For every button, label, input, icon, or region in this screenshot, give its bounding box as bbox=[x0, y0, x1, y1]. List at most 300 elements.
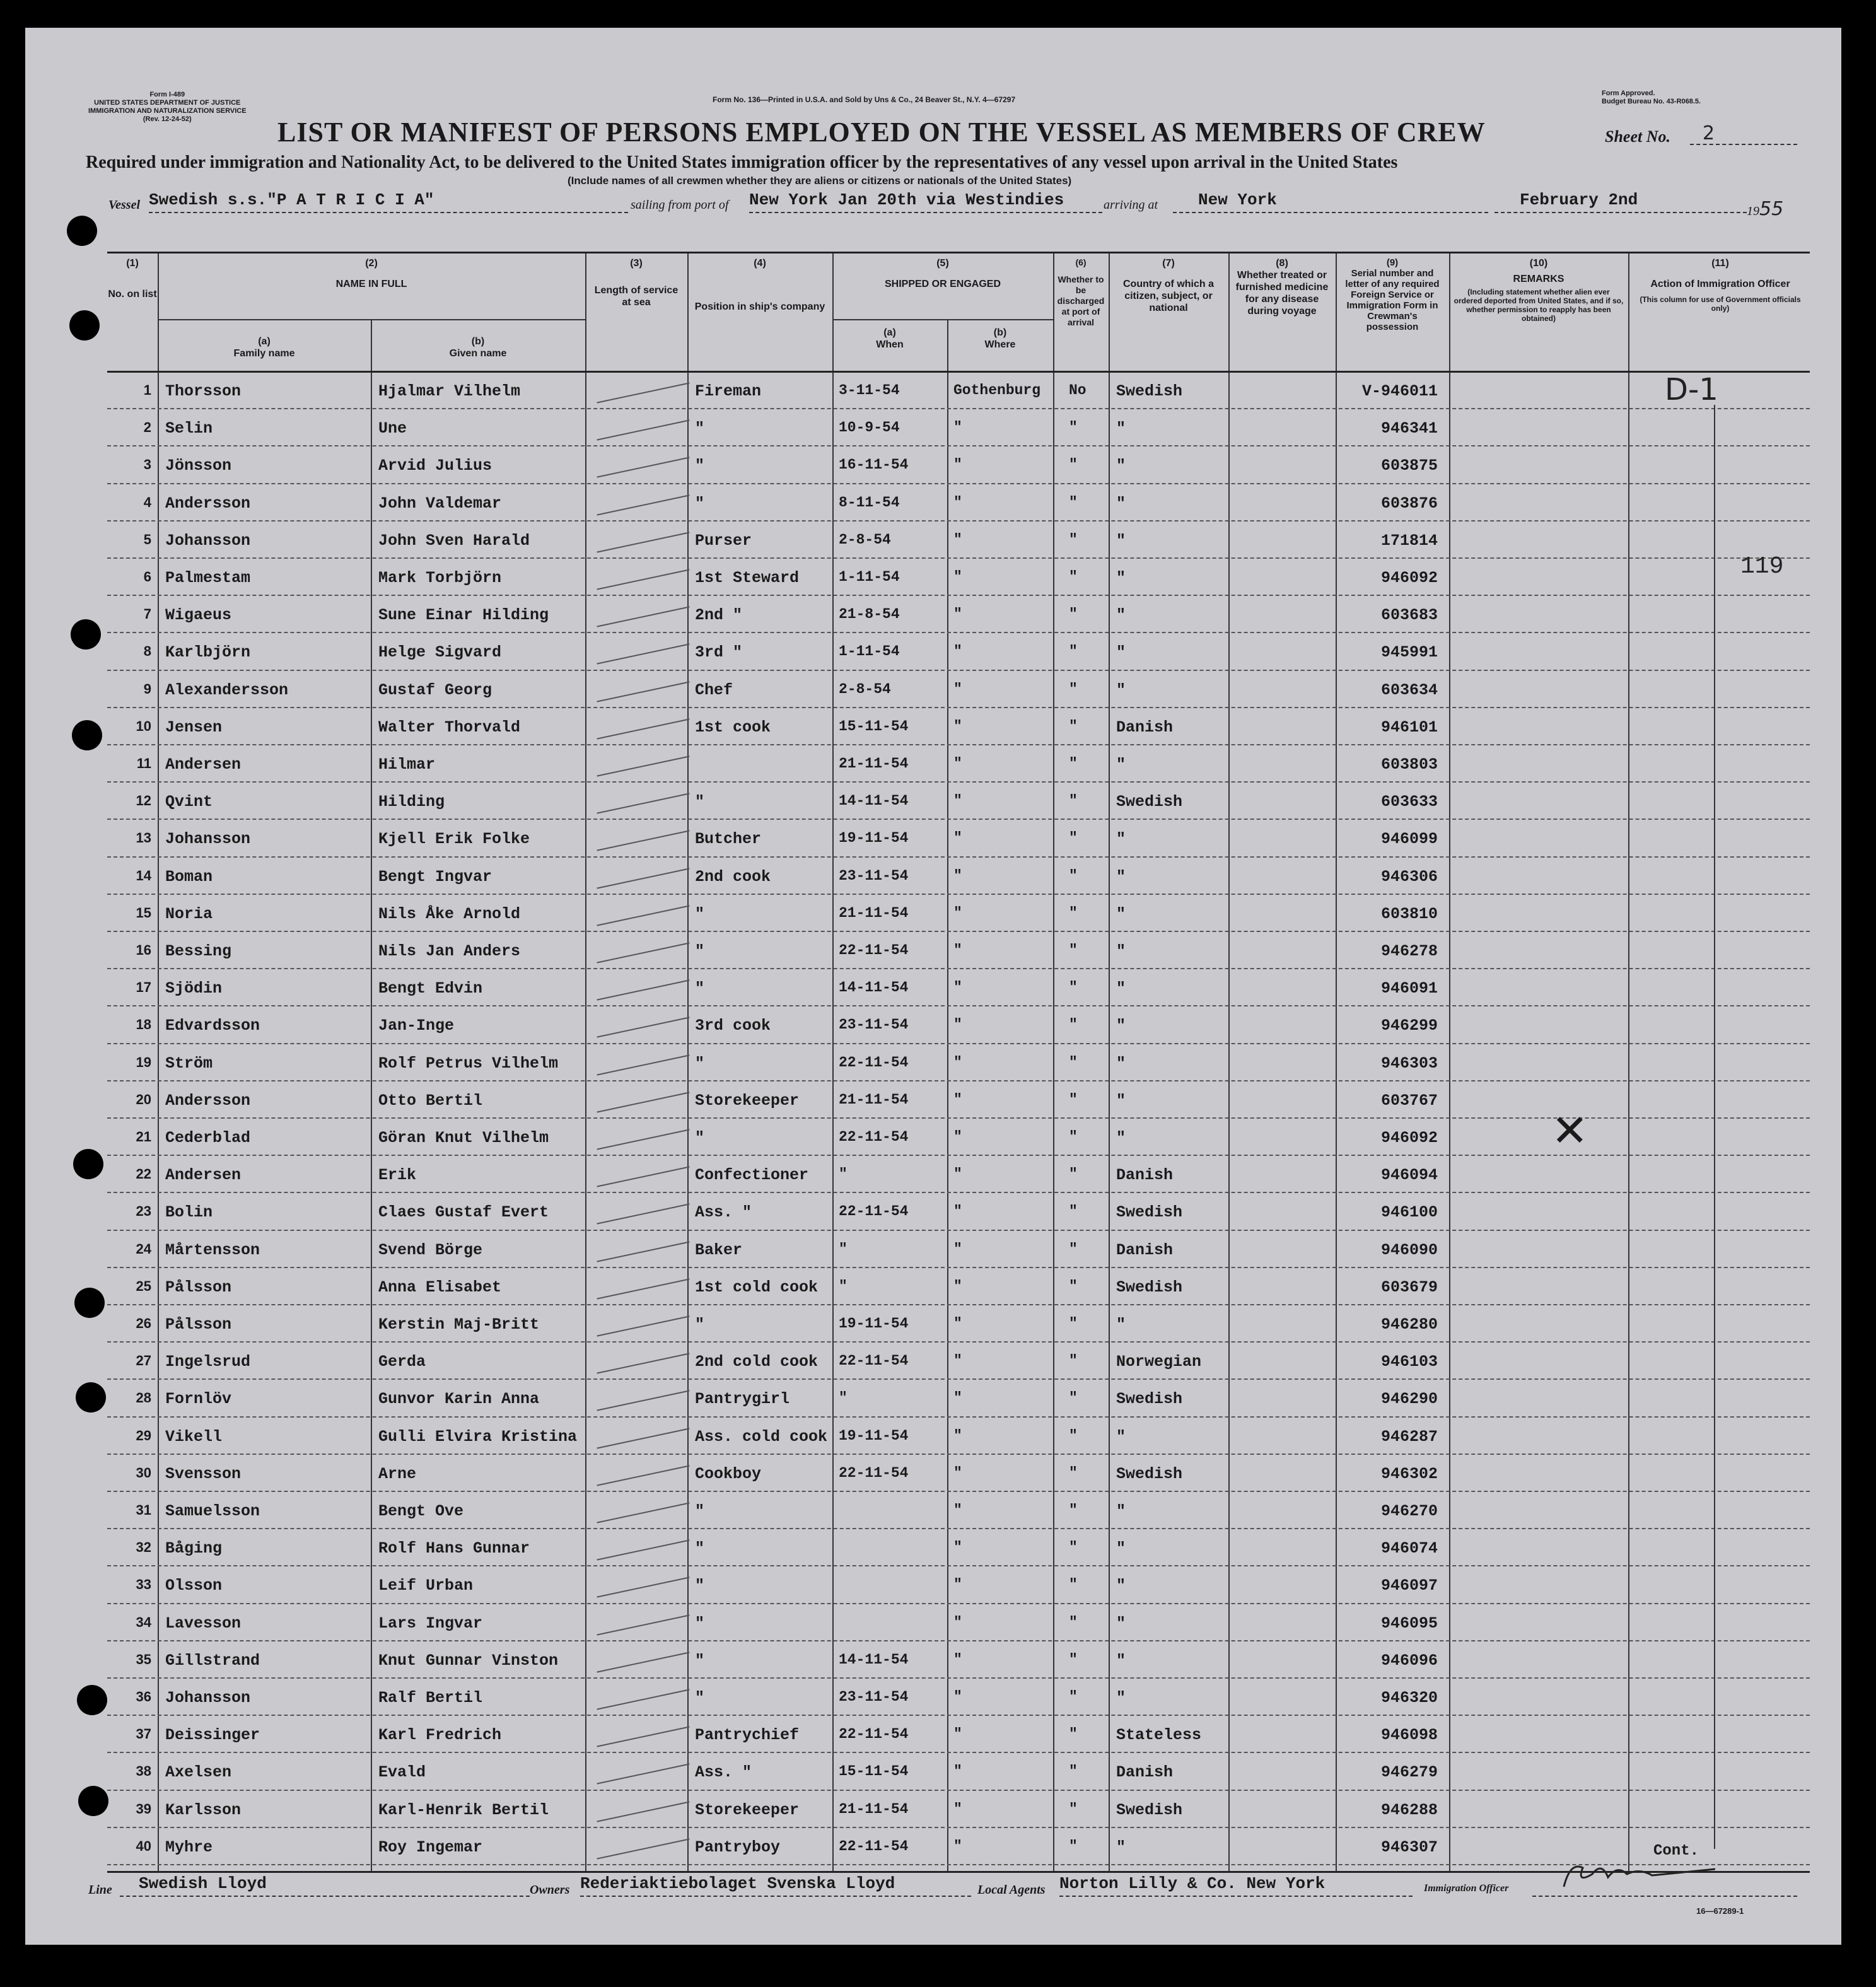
cell-country: Danish bbox=[1116, 1240, 1174, 1259]
cell-when: 19-11-54 bbox=[839, 1315, 909, 1332]
vessel-field[interactable] bbox=[149, 190, 628, 213]
service-length-mark bbox=[597, 1764, 689, 1785]
cell-position: " bbox=[695, 942, 705, 960]
cell-serial: 946092 bbox=[1380, 1129, 1438, 1147]
cell-country: Danish bbox=[1116, 718, 1174, 737]
service-length-mark bbox=[597, 382, 689, 403]
cell-country: " bbox=[1116, 643, 1126, 662]
cell-discharged: " bbox=[1069, 680, 1078, 697]
row-divider bbox=[107, 1491, 1810, 1492]
owners-label: Owners bbox=[530, 1883, 570, 1897]
cell-where: Gothenburg bbox=[953, 382, 1041, 399]
service-length-mark bbox=[597, 1540, 689, 1561]
cell-serial: 946307 bbox=[1380, 1838, 1438, 1856]
cell-family: Thorsson bbox=[165, 382, 242, 400]
service-length-mark bbox=[597, 1838, 689, 1859]
cell-no: 26 bbox=[136, 1315, 151, 1331]
arriving-field[interactable] bbox=[1173, 190, 1488, 213]
cell-where: " bbox=[953, 1240, 962, 1257]
cell-position: " bbox=[695, 1054, 705, 1073]
row-divider bbox=[107, 781, 1810, 783]
service-length-mark bbox=[597, 942, 689, 963]
cell-family: Sjödin bbox=[165, 979, 223, 998]
row-divider bbox=[107, 744, 1810, 745]
cell-family: Johansson bbox=[165, 531, 251, 550]
row-divider bbox=[107, 632, 1810, 633]
cell-family: Vikell bbox=[165, 1427, 223, 1446]
service-length-mark bbox=[597, 868, 689, 889]
cell-discharged: " bbox=[1069, 1689, 1078, 1705]
cell-discharged: " bbox=[1069, 1353, 1078, 1370]
officer-mark: D-1 bbox=[1665, 372, 1718, 407]
cell-given: Une bbox=[378, 419, 407, 438]
col-header-serial: (9) Serial number and letter of any required Foreign Service or Immigration Form in Crewman's possession bbox=[1345, 257, 1440, 332]
cell-position: " bbox=[695, 457, 705, 475]
officer-line bbox=[1714, 405, 1715, 1849]
cell-where: " bbox=[953, 643, 962, 660]
service-length-mark bbox=[597, 532, 689, 552]
cell-position: Pantryboy bbox=[695, 1838, 781, 1856]
cell-where: " bbox=[953, 1539, 962, 1556]
cell-position: 2nd cook bbox=[695, 867, 771, 886]
cell-no: 19 bbox=[136, 1054, 151, 1070]
cell-when: 21-11-54 bbox=[839, 755, 909, 772]
cell-given: Roy Ingemar bbox=[378, 1838, 483, 1856]
cell-serial: 946092 bbox=[1380, 569, 1438, 587]
cell-where: " bbox=[953, 942, 962, 959]
year-value: 55 bbox=[1759, 198, 1784, 220]
cell-serial: 945991 bbox=[1380, 643, 1438, 662]
row-divider bbox=[107, 1416, 1810, 1418]
cell-country: " bbox=[1116, 830, 1126, 849]
cell-family: Bolin bbox=[165, 1203, 213, 1222]
cell-where: " bbox=[953, 1390, 962, 1407]
service-length-mark bbox=[597, 793, 689, 814]
arrival-date-field[interactable] bbox=[1494, 190, 1747, 213]
cell-no: 6 bbox=[143, 569, 151, 585]
cell-discharged: " bbox=[1069, 1017, 1078, 1034]
cell-given: Hilding bbox=[378, 793, 445, 812]
cell-where: " bbox=[953, 867, 962, 884]
cell-family: Andersson bbox=[165, 494, 251, 513]
cell-country: " bbox=[1116, 606, 1126, 625]
cell-given: Walter Thorvald bbox=[378, 718, 521, 737]
cell-when: 2-8-54 bbox=[839, 680, 891, 697]
cell-serial: 946299 bbox=[1380, 1017, 1438, 1035]
cell-when: 22-11-54 bbox=[839, 1726, 909, 1743]
cell-position: 1st cook bbox=[695, 718, 771, 737]
cell-where: " bbox=[953, 1800, 962, 1817]
row-divider bbox=[107, 1827, 1810, 1828]
cell-no: 25 bbox=[136, 1278, 151, 1294]
cell-no: 9 bbox=[143, 680, 151, 697]
cell-when: " bbox=[839, 1390, 848, 1407]
continued-note: Cont. bbox=[1653, 1843, 1699, 1860]
cell-no: 36 bbox=[136, 1689, 151, 1704]
row-divider bbox=[107, 1528, 1810, 1529]
cell-no: 14 bbox=[136, 867, 151, 883]
vessel-label: Vessel bbox=[108, 198, 140, 212]
manifest-sheet bbox=[25, 28, 1841, 1945]
col-header-discharged: (6) Whether to be discharged at port of arrival bbox=[1057, 257, 1105, 327]
cell-family: Wigaeus bbox=[165, 606, 232, 625]
agents-label: Local Agents bbox=[977, 1883, 1046, 1897]
cell-discharged: " bbox=[1069, 457, 1078, 474]
cell-serial: 946103 bbox=[1380, 1353, 1438, 1372]
cell-serial: 946290 bbox=[1380, 1390, 1438, 1409]
cell-country: " bbox=[1116, 457, 1126, 475]
cell-when: 22-11-54 bbox=[839, 1353, 909, 1370]
cell-position: Purser bbox=[695, 531, 752, 550]
cell-given: Helge Sigvard bbox=[378, 643, 502, 662]
col-header-when: (a) When bbox=[876, 327, 904, 350]
cell-position: Baker bbox=[695, 1240, 743, 1259]
row-divider bbox=[107, 445, 1810, 446]
col-header-where: (b) Where bbox=[984, 327, 1016, 350]
row-divider bbox=[107, 1005, 1810, 1006]
service-length-mark bbox=[597, 1428, 689, 1448]
cell-country: " bbox=[1116, 755, 1126, 774]
cell-serial: 603683 bbox=[1380, 606, 1438, 625]
cell-given: Sune Einar Hilding bbox=[378, 606, 549, 625]
form-code: 16—67289-1 bbox=[1696, 1906, 1744, 1916]
agents-field[interactable] bbox=[1059, 1874, 1413, 1897]
cell-no: 8 bbox=[143, 643, 151, 660]
cell-where: " bbox=[953, 1614, 962, 1631]
cell-given: Lars Ingvar bbox=[378, 1614, 483, 1633]
row-divider bbox=[107, 707, 1810, 708]
cell-position: 2nd " bbox=[695, 606, 743, 625]
cell-when: 19-11-54 bbox=[839, 1427, 909, 1444]
cell-family: Alexandersson bbox=[165, 680, 289, 699]
cell-family: Johansson bbox=[165, 1689, 251, 1707]
row-divider bbox=[107, 1043, 1810, 1044]
cell-where: " bbox=[953, 718, 962, 735]
service-length-mark bbox=[597, 420, 689, 441]
row-divider bbox=[107, 1341, 1810, 1343]
year-prefix: 19 bbox=[1747, 204, 1759, 218]
row-divider bbox=[107, 595, 1810, 596]
row-divider bbox=[107, 1230, 1810, 1231]
cell-family: Svensson bbox=[165, 1464, 242, 1483]
cell-when: 22-11-54 bbox=[839, 1054, 909, 1071]
officer-signature-field[interactable] bbox=[1532, 1874, 1797, 1897]
sheet-label: Sheet No. bbox=[1605, 127, 1670, 146]
sailing-label: sailing from port of bbox=[631, 198, 729, 212]
cell-no: 24 bbox=[136, 1240, 151, 1257]
service-length-mark bbox=[597, 607, 689, 627]
cell-position: Ass. " bbox=[695, 1763, 752, 1782]
cell-family: Qvint bbox=[165, 793, 213, 812]
cell-given: Hilmar bbox=[378, 755, 436, 774]
cell-no: 40 bbox=[136, 1838, 151, 1854]
cell-where: " bbox=[953, 904, 962, 921]
cell-when: 14-11-54 bbox=[839, 1651, 909, 1668]
cell-given: Karl-Henrik Bertil bbox=[378, 1800, 549, 1819]
owners-field[interactable] bbox=[580, 1874, 971, 1897]
cell-when: 1-11-54 bbox=[839, 643, 900, 660]
cell-given: Gunvor Karin Anna bbox=[378, 1390, 540, 1409]
cell-family: Olsson bbox=[165, 1576, 223, 1595]
cell-no: 29 bbox=[136, 1427, 151, 1443]
cell-country: " bbox=[1116, 569, 1126, 587]
cell-serial: 946270 bbox=[1380, 1502, 1438, 1520]
cell-no: 22 bbox=[136, 1166, 151, 1182]
cell-serial: 946098 bbox=[1380, 1726, 1438, 1745]
cell-discharged: " bbox=[1069, 1166, 1078, 1183]
arrival-date-value: February 2nd bbox=[1520, 190, 1638, 209]
cell-position: 1st Steward bbox=[695, 569, 800, 587]
subtitle: Required under immigration and Nationality Act, to be delivered to the United States immigration officer by the representatives of any vessel upon arrival in the United States bbox=[86, 153, 1398, 172]
col-header-family: (a) Family name bbox=[233, 336, 295, 359]
cell-when: 23-11-54 bbox=[839, 1689, 909, 1705]
punch-hole bbox=[76, 1382, 106, 1413]
row-divider bbox=[107, 894, 1810, 895]
cell-family: Pålsson bbox=[165, 1278, 232, 1297]
cell-given: Bengt Edvin bbox=[378, 979, 483, 998]
cell-discharged: " bbox=[1069, 1427, 1078, 1444]
sheet-number: 2 bbox=[1703, 122, 1715, 144]
row-divider bbox=[107, 931, 1810, 932]
row-divider bbox=[107, 1267, 1810, 1268]
row-divider bbox=[107, 1715, 1810, 1716]
cell-given: Göran Knut Vilhelm bbox=[378, 1129, 549, 1147]
cell-position: 3rd " bbox=[695, 643, 743, 662]
cell-serial: 603679 bbox=[1380, 1278, 1438, 1297]
service-length-mark bbox=[597, 718, 689, 739]
cell-discharged: " bbox=[1069, 1054, 1078, 1071]
punch-hole bbox=[71, 619, 101, 650]
cell-given: Arvid Julius bbox=[378, 457, 492, 475]
service-length-mark bbox=[597, 1801, 689, 1822]
form-number: Form I-489 UNITED STATES DEPARTMENT OF JUSTICE IMMIGRATION AND NATURALIZATION SERVICE (Rev. 12-24-52) bbox=[88, 91, 247, 123]
cell-serial: 946099 bbox=[1380, 830, 1438, 849]
cell-given: Mark Torbjörn bbox=[378, 569, 502, 587]
cell-where: " bbox=[953, 1353, 962, 1370]
col-header-action: (11) Action of Immigration Officer (This column for use of Government officials only) bbox=[1640, 258, 1801, 313]
cell-position: " bbox=[695, 1539, 705, 1558]
cell-discharged: " bbox=[1069, 643, 1078, 660]
cell-country: " bbox=[1116, 1091, 1126, 1110]
cell-serial: 603634 bbox=[1380, 680, 1438, 699]
cell-given: Rolf Petrus Vilhelm bbox=[378, 1054, 559, 1073]
cell-country: " bbox=[1116, 1838, 1126, 1856]
cell-discharged: " bbox=[1069, 1240, 1078, 1257]
cell-when: 19-11-54 bbox=[839, 830, 909, 847]
cell-given: Gustaf Georg bbox=[378, 680, 492, 699]
cell-where: " bbox=[953, 1203, 962, 1220]
row-divider bbox=[107, 968, 1810, 969]
cell-where: " bbox=[953, 419, 962, 436]
cell-no: 27 bbox=[136, 1353, 151, 1369]
cell-no: 35 bbox=[136, 1651, 151, 1667]
cell-serial: 603767 bbox=[1380, 1091, 1438, 1110]
cell-no: 13 bbox=[136, 830, 151, 846]
cell-country: " bbox=[1116, 904, 1126, 923]
col-header-country: (7) Country of which a citizen, subject, or national bbox=[1123, 258, 1214, 313]
cell-position: " bbox=[695, 1129, 705, 1147]
cell-country: Danish bbox=[1116, 1763, 1174, 1782]
cell-given: Gerda bbox=[378, 1353, 426, 1372]
row-divider bbox=[107, 819, 1810, 820]
cell-family: Axelsen bbox=[165, 1763, 232, 1782]
cell-given: Ralf Bertil bbox=[378, 1689, 483, 1707]
cell-given: Hjalmar Vilhelm bbox=[378, 382, 521, 400]
cell-given: John Valdemar bbox=[378, 494, 502, 513]
cell-no: 7 bbox=[143, 606, 151, 622]
cell-serial: 946096 bbox=[1380, 1651, 1438, 1670]
cell-country: Stateless bbox=[1116, 1726, 1202, 1745]
cell-where: " bbox=[953, 1054, 962, 1071]
service-length-mark bbox=[597, 494, 689, 515]
service-length-mark bbox=[597, 755, 689, 776]
cell-where: " bbox=[953, 979, 962, 996]
cell-discharged: " bbox=[1069, 942, 1078, 959]
punch-hole bbox=[69, 310, 100, 341]
cell-family: Ingelsrud bbox=[165, 1353, 251, 1372]
cell-position: Ass. cold cook bbox=[695, 1427, 828, 1446]
cell-serial: 946288 bbox=[1380, 1800, 1438, 1819]
cell-given: Kjell Erik Folke bbox=[378, 830, 530, 849]
cell-country: Swedish bbox=[1116, 1464, 1183, 1483]
cell-serial: 946100 bbox=[1380, 1203, 1438, 1222]
cell-discharged: " bbox=[1069, 494, 1078, 511]
cell-discharged: " bbox=[1069, 1726, 1078, 1743]
cell-given: Svend Börge bbox=[378, 1240, 483, 1259]
cell-country: Swedish bbox=[1116, 793, 1183, 812]
year-field[interactable] bbox=[1747, 198, 1783, 220]
cell-where: " bbox=[953, 793, 962, 810]
row-divider bbox=[107, 1790, 1810, 1791]
col-header-length: (3) Length of service at sea bbox=[594, 258, 679, 308]
service-length-mark bbox=[597, 1353, 689, 1374]
cell-given: Evald bbox=[378, 1763, 426, 1782]
cell-no: 28 bbox=[136, 1390, 151, 1406]
service-length-mark bbox=[597, 1502, 689, 1523]
cell-where: " bbox=[953, 1166, 962, 1183]
cell-serial: 603633 bbox=[1380, 793, 1438, 812]
row-divider bbox=[107, 1677, 1810, 1679]
punch-hole bbox=[72, 720, 102, 750]
service-length-mark bbox=[597, 1390, 689, 1411]
cell-position: " bbox=[695, 904, 705, 923]
cell-when: 16-11-54 bbox=[839, 457, 909, 474]
cell-serial: 946091 bbox=[1380, 979, 1438, 998]
service-length-mark bbox=[597, 830, 689, 851]
cell-discharged: " bbox=[1069, 755, 1078, 772]
cell-position: " bbox=[695, 494, 705, 513]
cell-serial: 603876 bbox=[1380, 494, 1438, 513]
cell-position: " bbox=[695, 1315, 705, 1334]
cell-position: 2nd cold cook bbox=[695, 1353, 819, 1372]
cell-discharged: " bbox=[1069, 1576, 1078, 1594]
cell-given: Claes Gustaf Evert bbox=[378, 1203, 549, 1222]
cell-when: 22-11-54 bbox=[839, 942, 909, 959]
cell-country: " bbox=[1116, 1054, 1126, 1073]
row-divider bbox=[107, 483, 1810, 484]
cell-discharged: " bbox=[1069, 830, 1078, 847]
cell-no: 37 bbox=[136, 1726, 151, 1742]
row-divider bbox=[107, 520, 1810, 522]
cell-no: 21 bbox=[136, 1129, 151, 1145]
cell-country: " bbox=[1116, 1651, 1126, 1670]
cell-where: " bbox=[953, 1689, 962, 1705]
cell-family: Båging bbox=[165, 1539, 223, 1558]
cell-where: " bbox=[953, 755, 962, 772]
col-header-no: (1) No. on list bbox=[108, 258, 157, 300]
page-title: LIST OR MANIFEST OF PERSONS EMPLOYED ON THE VESSEL AS MEMBERS OF CREW bbox=[277, 117, 1486, 148]
cell-serial: 946341 bbox=[1380, 419, 1438, 438]
sailing-field[interactable] bbox=[749, 190, 1102, 213]
cell-position: " bbox=[695, 419, 705, 438]
cell-position: Fireman bbox=[695, 382, 762, 400]
col-header-medicine: (8) Whether treated or furnished medicine for any disease during voyage bbox=[1235, 258, 1329, 317]
cell-country: " bbox=[1116, 1539, 1126, 1558]
service-length-mark bbox=[597, 1727, 689, 1747]
service-length-mark bbox=[597, 457, 689, 478]
row-divider bbox=[107, 1752, 1810, 1753]
cell-discharged: " bbox=[1069, 1464, 1078, 1481]
row-divider bbox=[107, 1378, 1810, 1380]
cell-where: " bbox=[953, 1464, 962, 1481]
cell-where: " bbox=[953, 531, 962, 548]
cell-position: Pantrygirl bbox=[695, 1390, 790, 1409]
cell-family: Ström bbox=[165, 1054, 213, 1073]
cell-where: " bbox=[953, 1129, 962, 1145]
row-divider bbox=[107, 1454, 1810, 1455]
cell-given: Otto Bertil bbox=[378, 1091, 483, 1110]
officer-signature bbox=[1558, 1855, 1734, 1893]
cell-serial: 946097 bbox=[1380, 1576, 1438, 1595]
cell-serial: 946280 bbox=[1380, 1315, 1438, 1334]
cell-when: 22-11-54 bbox=[839, 1203, 909, 1220]
row-divider bbox=[107, 1565, 1810, 1566]
cell-where: " bbox=[953, 1315, 962, 1332]
cell-when: 8-11-54 bbox=[839, 494, 900, 511]
cell-when: 15-11-54 bbox=[839, 1763, 909, 1780]
service-length-mark bbox=[597, 1577, 689, 1598]
cell-discharged: " bbox=[1069, 531, 1078, 548]
cell-country: Swedish bbox=[1116, 1278, 1183, 1297]
sheet-field[interactable] bbox=[1690, 122, 1797, 145]
cell-no: 15 bbox=[136, 904, 151, 921]
cell-family: Myhre bbox=[165, 1838, 213, 1856]
cell-when: 21-8-54 bbox=[839, 606, 900, 623]
cell-serial: 946287 bbox=[1380, 1427, 1438, 1446]
cell-when: 14-11-54 bbox=[839, 979, 909, 996]
agents-value: Norton Lilly & Co. New York bbox=[1059, 1874, 1325, 1893]
cell-position: Cookboy bbox=[695, 1464, 762, 1483]
service-length-mark bbox=[597, 1054, 689, 1075]
cell-position: " bbox=[695, 1614, 705, 1633]
cell-given: Anna Elisabet bbox=[378, 1278, 502, 1297]
cell-discharged: " bbox=[1069, 1614, 1078, 1631]
cell-where: " bbox=[953, 1427, 962, 1444]
cell-family: Selin bbox=[165, 419, 213, 438]
punch-hole bbox=[73, 1149, 103, 1179]
cell-where: " bbox=[953, 494, 962, 511]
cell-position: 1st cold cook bbox=[695, 1278, 819, 1297]
cell-discharged: " bbox=[1069, 569, 1078, 585]
cell-family: Lavesson bbox=[165, 1614, 242, 1633]
line-field[interactable] bbox=[120, 1874, 530, 1897]
cell-position: Chef bbox=[695, 680, 733, 699]
cell-serial: 603810 bbox=[1380, 904, 1438, 923]
cell-discharged: " bbox=[1069, 1278, 1078, 1295]
cell-no: 23 bbox=[136, 1203, 151, 1220]
cell-discharged: " bbox=[1069, 867, 1078, 884]
cell-serial: 946094 bbox=[1380, 1166, 1438, 1185]
